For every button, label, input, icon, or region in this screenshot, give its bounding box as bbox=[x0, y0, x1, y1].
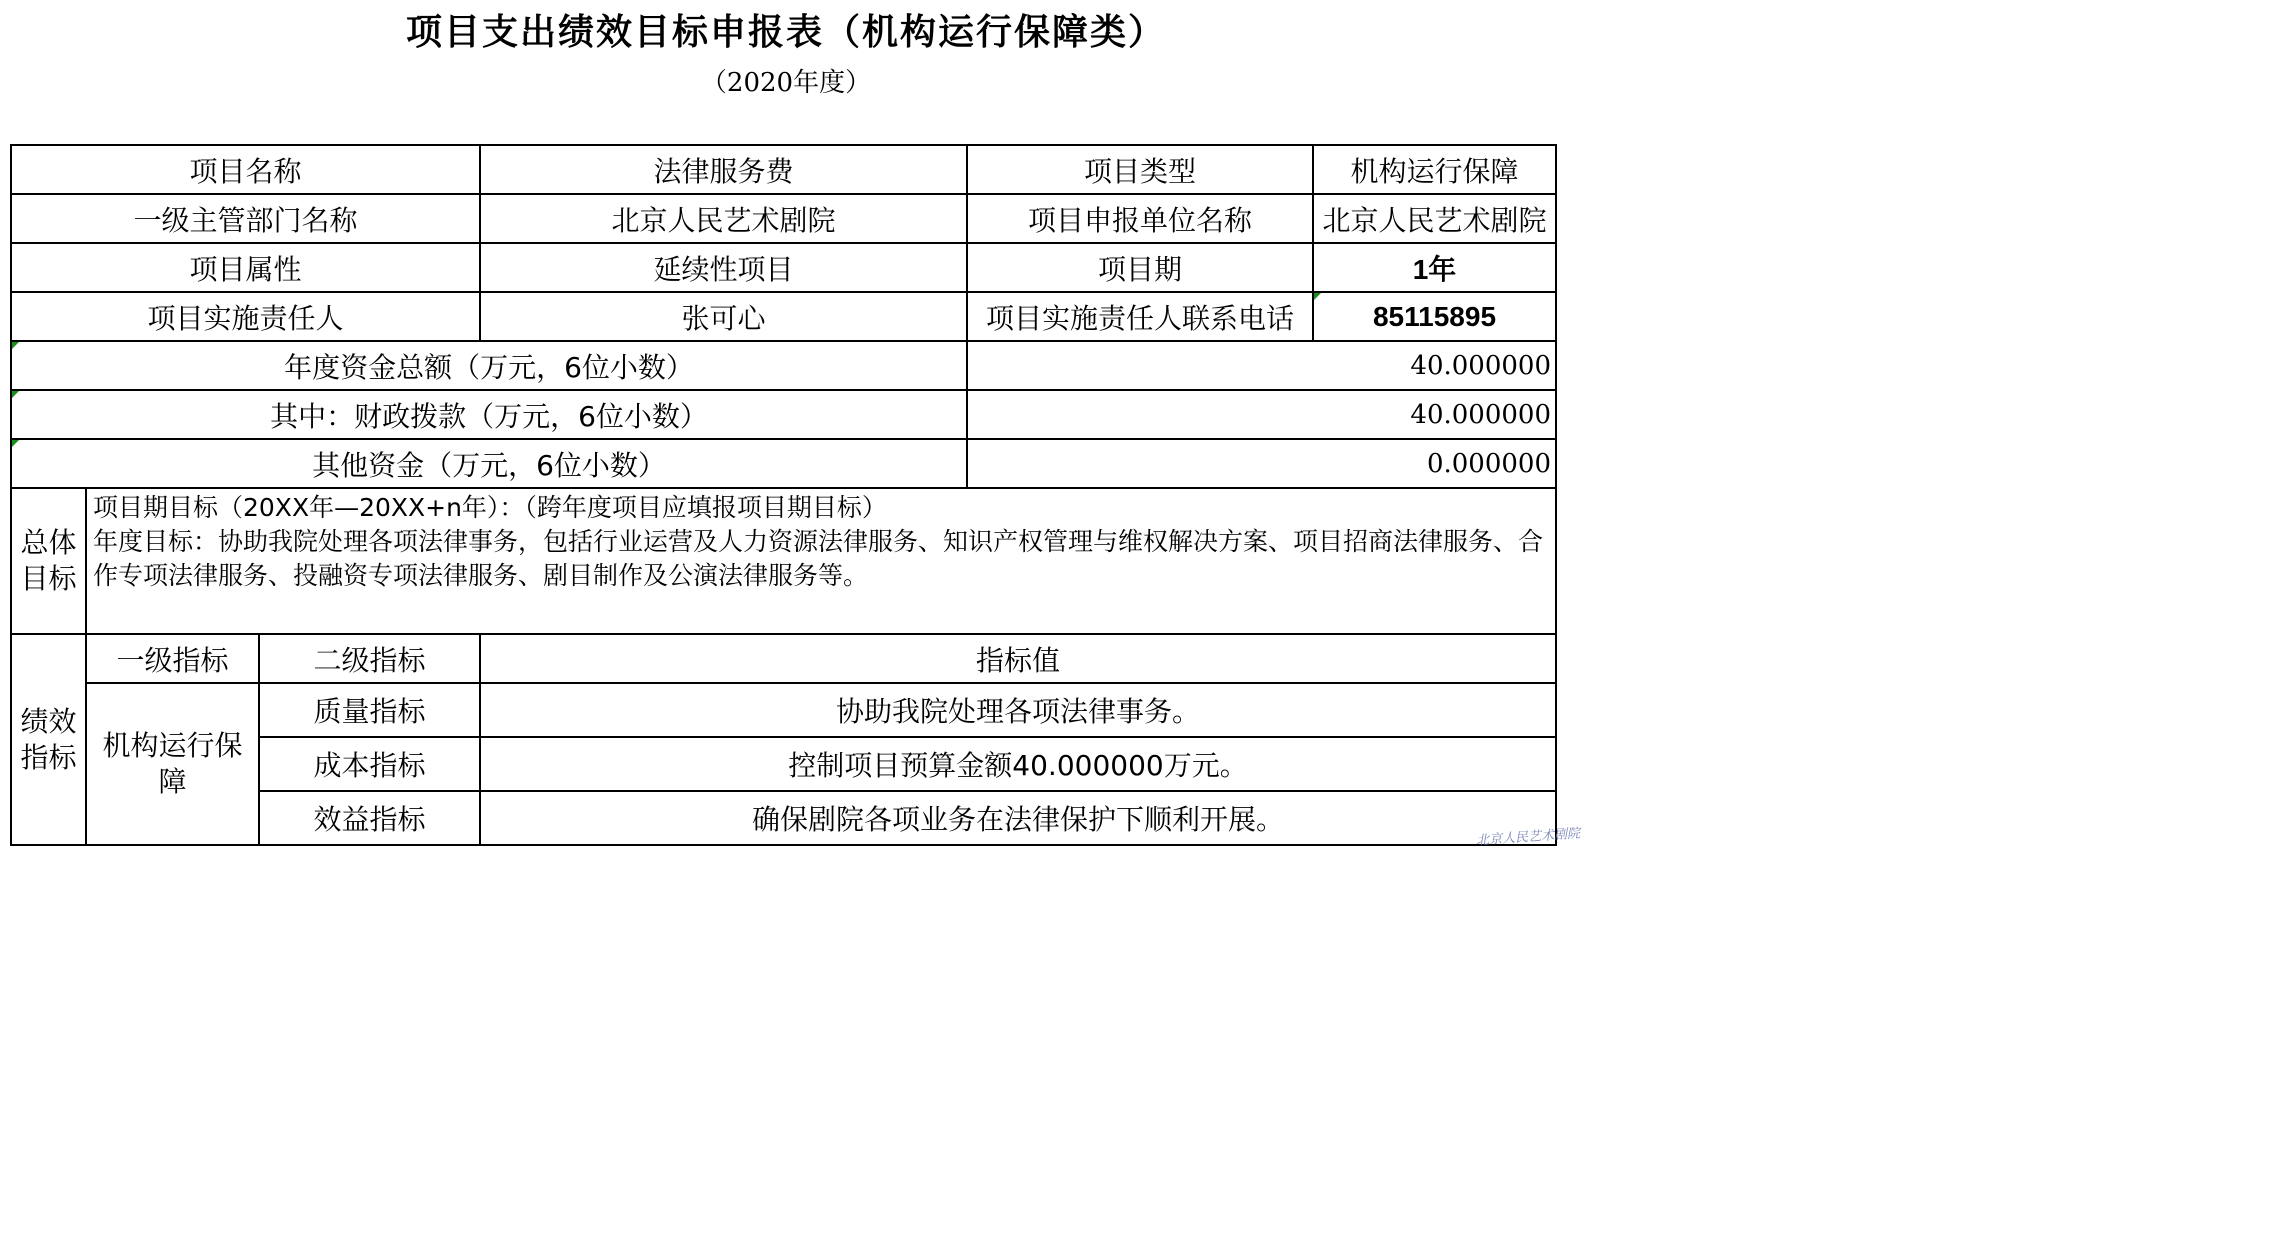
table-row bbox=[11, 439, 1556, 488]
total-funds-label: 年度资金总额（万元，6位小数） bbox=[11, 341, 967, 390]
table-row bbox=[11, 683, 1556, 737]
table-row bbox=[11, 243, 1556, 292]
benefit-indicator: 效益指标 bbox=[259, 791, 480, 845]
level1-value: 机构运行保障 bbox=[86, 683, 259, 845]
quality-indicator: 质量指标 bbox=[259, 683, 480, 737]
project-type-label: 项目类型 bbox=[967, 145, 1313, 194]
project-name-value: 法律服务费 bbox=[480, 145, 967, 194]
quality-indicator-value: 协助我院处理各项法律事务。 bbox=[480, 683, 1556, 737]
cell-comment-marker bbox=[1314, 293, 1321, 300]
overall-goal-label: 总体目标 bbox=[11, 488, 86, 634]
cell-comment-marker bbox=[12, 440, 19, 447]
unit-value: 北京人民艺术剧院 bbox=[1313, 194, 1556, 243]
indicators-label: 绩效指标 bbox=[11, 634, 86, 845]
project-period-goal: 项目期目标（20XX年—20XX+n年）：（跨年度项目应填报项目期目标） bbox=[93, 493, 887, 522]
table-row bbox=[11, 488, 1556, 634]
person-value: 张可心 bbox=[480, 292, 967, 341]
cost-indicator: 成本指标 bbox=[259, 737, 480, 791]
attr-label: 项目属性 bbox=[11, 243, 480, 292]
fiscal-funds-label: 其中：财政拨款（万元，6位小数） bbox=[11, 390, 967, 439]
cell-comment-marker bbox=[12, 342, 19, 349]
cost-indicator-value: 控制项目预算金额40.000000万元。 bbox=[480, 737, 1556, 791]
period-label: 项目期 bbox=[967, 243, 1313, 292]
period-value: 1年 bbox=[1313, 243, 1556, 292]
level2-header: 二级指标 bbox=[259, 634, 480, 683]
phone-label: 项目实施责任人联系电话 bbox=[967, 292, 1313, 341]
annual-goal: 年度目标：协助我院处理各项法律事务，包括行业运营及人力资源法律服务、知识产权管理与维权解决方案、项目招商法律服务、合作专项法律服务、投融资专项法律服务、剧目制作及公演法律服务等。 bbox=[93, 527, 1544, 590]
project-name-label: 项目名称 bbox=[11, 145, 480, 194]
table-row bbox=[11, 341, 1556, 390]
table-row bbox=[11, 634, 1556, 683]
other-funds-value: 0.000000 bbox=[967, 439, 1556, 488]
form-subtitle: （2020年度） bbox=[700, 68, 872, 98]
table-row bbox=[11, 390, 1556, 439]
unit-label: 项目申报单位名称 bbox=[967, 194, 1313, 243]
project-type-value: 机构运行保障 bbox=[1313, 145, 1556, 194]
phone-value: 85115895 bbox=[1313, 292, 1556, 341]
dept-value: 北京人民艺术剧院 bbox=[480, 194, 967, 243]
table-row bbox=[11, 145, 1556, 194]
person-label: 项目实施责任人 bbox=[11, 292, 480, 341]
performance-goal-table bbox=[10, 144, 1557, 846]
fiscal-funds-value: 40.000000 bbox=[967, 390, 1556, 439]
value-header: 指标值 bbox=[480, 634, 1556, 683]
overall-goal-content bbox=[86, 488, 1556, 634]
table-row bbox=[11, 292, 1556, 341]
level1-header: 一级指标 bbox=[86, 634, 259, 683]
table-row bbox=[11, 194, 1556, 243]
dept-label: 一级主管部门名称 bbox=[11, 194, 480, 243]
attr-value: 延续性项目 bbox=[480, 243, 967, 292]
watermark-signature: 北京人民艺术剧院 bbox=[1475, 826, 1581, 849]
benefit-indicator-value: 确保剧院各项业务在法律保护下顺利开展。 bbox=[480, 791, 1556, 845]
total-funds-value: 40.000000 bbox=[967, 341, 1556, 390]
other-funds-label: 其他资金（万元，6位小数） bbox=[11, 439, 967, 488]
cell-comment-marker bbox=[12, 391, 19, 398]
form-title: 项目支出绩效目标申报表（机构运行保障类） bbox=[405, 12, 1166, 53]
